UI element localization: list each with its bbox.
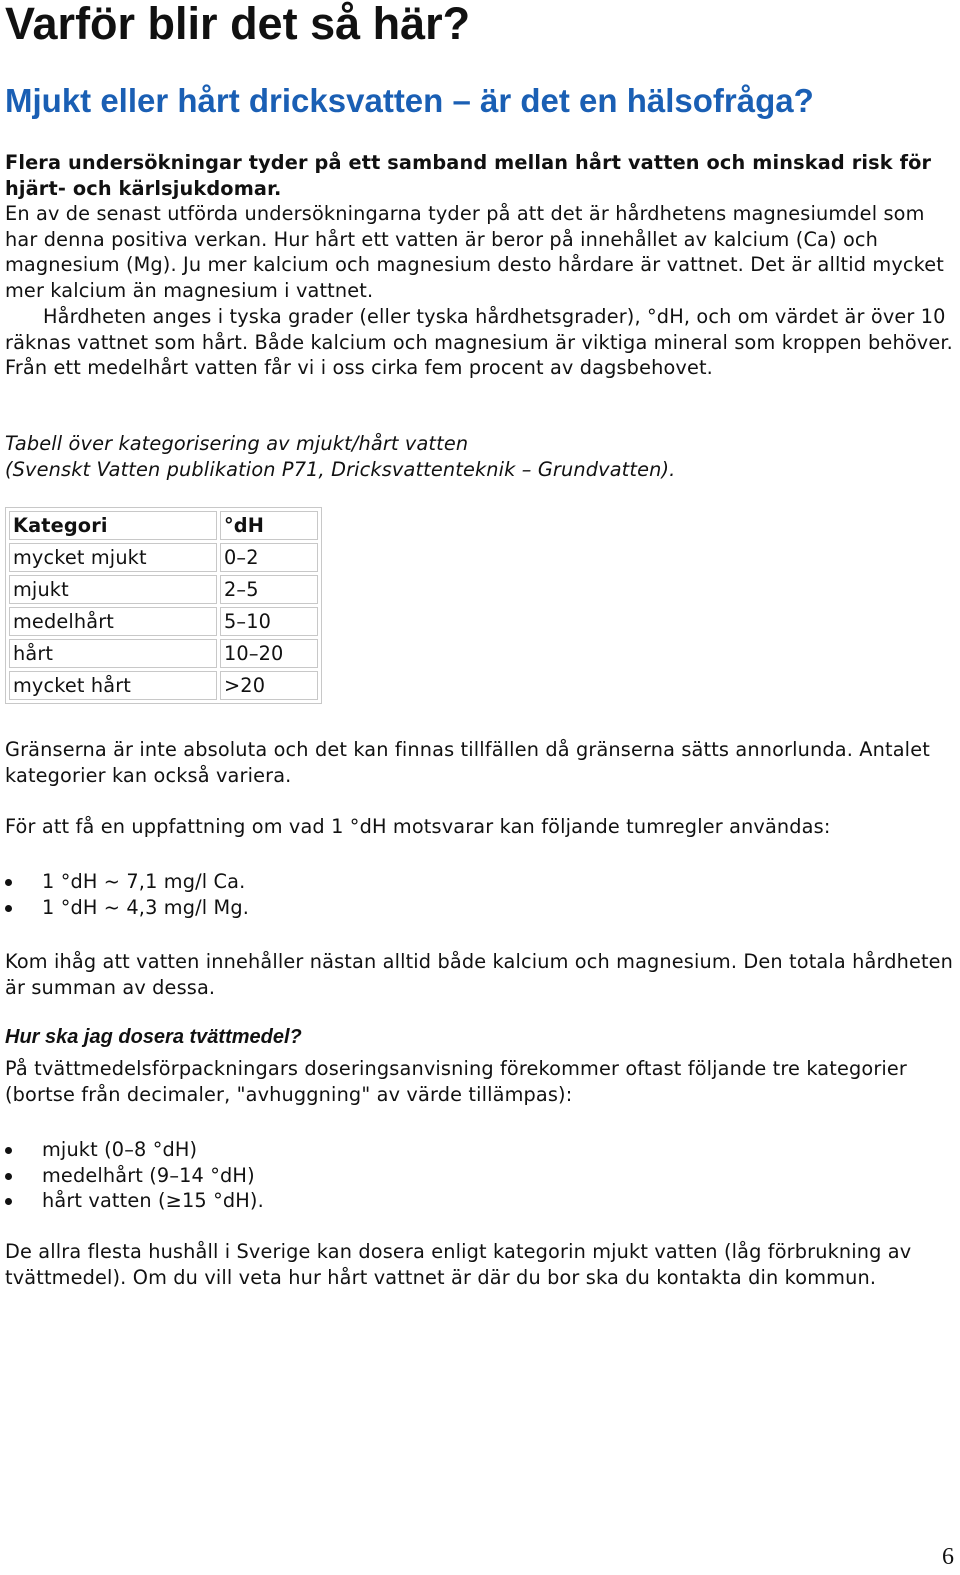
detergent-categories-list bbox=[5, 1137, 955, 1214]
list-item: medelhårt (9–14 °dH) bbox=[5, 1163, 955, 1189]
table-row bbox=[9, 575, 318, 604]
list-item: mjukt (0–8 °dH) bbox=[5, 1137, 955, 1163]
detergent-paragraph-2: De allra flesta hushåll i Sverige kan dosera enligt kategorin mjukt vatten (låg förbrukning av tvättmedel). Om du vill veta hur hårt vattnet är där du bor ska du kontakta din kommun. bbox=[5, 1240, 912, 1289]
bullet-icon bbox=[5, 879, 12, 886]
table-header-row bbox=[9, 511, 318, 540]
list-item: hårt vatten (≥15 °dH). bbox=[5, 1188, 955, 1214]
table-cell-dh: 5–10 bbox=[220, 607, 318, 636]
intro-paragraph-1: En av de senast utförda undersökningarna tyder på att det är hårdhetens magnesiumdel som har denna positiva verkan. Hur hårt ett vatten är beror på innehållet av kalcium (Ca) och magnesium (Mg). Ju mer kalcium och magnesium desto hårdare är vattnet. Det är alltid mycket mer kalcium än magnesium i vattnet. bbox=[5, 202, 945, 302]
page-title: Varför blir det så här? bbox=[5, 0, 471, 49]
hardness-category-table bbox=[5, 507, 322, 704]
table-header-dh: °dH bbox=[220, 511, 318, 540]
table-cell-dh: 0–2 bbox=[220, 543, 318, 572]
table-row bbox=[9, 607, 318, 636]
table-cell-dh: 10–20 bbox=[220, 639, 318, 668]
intro-lead: Flera undersökningar tyder på ett samband mellan hårt vatten och minskad risk för hjärt- och kärlsjukdomar. bbox=[5, 151, 932, 200]
table-row bbox=[9, 543, 318, 572]
list-item: 1 °dH ~ 7,1 mg/l Ca. bbox=[5, 869, 955, 895]
limits-paragraph: Gränserna är inte absoluta och det kan finnas tillfällen då gränserna sätts annorlunda. Antalet kategorier kan också variera. bbox=[5, 738, 930, 787]
bullet-icon bbox=[5, 1173, 12, 1180]
total-hardness-paragraph: Kom ihåg att vatten innehåller nästan alltid både kalcium och magnesium. Den totala hårdheten är summan av dessa. bbox=[5, 950, 954, 999]
rules-intro: För att få en uppfattning om vad 1 °dH motsvarar kan följande tumregler användas: bbox=[5, 815, 831, 838]
table-cell-category: hårt bbox=[9, 639, 217, 668]
page-subtitle: Mjukt eller hårt dricksvatten – är det en hälsofråga? bbox=[5, 82, 814, 119]
table-cell-dh: 2–5 bbox=[220, 575, 318, 604]
detergent-paragraph-1: På tvättmedelsförpackningars doseringsanvisning förekommer oftast följande tre kategorier (bortse från decimaler, "avhuggning" av värde tillämpas): bbox=[5, 1057, 907, 1106]
table-caption bbox=[5, 431, 955, 482]
table-cell-category: mjukt bbox=[9, 575, 217, 604]
page-number: 6 bbox=[942, 1544, 954, 1570]
table-cell-dh: >20 bbox=[220, 671, 318, 700]
bullet-icon bbox=[5, 905, 12, 912]
bullet-icon bbox=[5, 1198, 12, 1205]
table-cell-category: mycket hårt bbox=[9, 671, 217, 700]
table-caption-line-1: Tabell över kategorisering av mjukt/hårt vatten bbox=[5, 432, 469, 455]
table-row bbox=[9, 639, 318, 668]
table-row bbox=[9, 671, 318, 700]
rules-list bbox=[5, 869, 955, 920]
table-caption-line-2: (Svenskt Vatten publikation P71, Dricksvattenteknik – Grundvatten). bbox=[5, 457, 676, 481]
table-cell-category: mycket mjukt bbox=[9, 543, 217, 572]
intro-paragraph-2: Hårdheten anges i tyska grader (eller tyska hårdhetsgrader), °dH, och om värdet är över 10 räknas vattnet som hårt. Både kalcium och magnesium är viktiga mineral som kroppen behöver. Från ett medelhårt vatten får vi i oss cirka fem procent av dagsbehovet. bbox=[5, 305, 953, 379]
table-header-kategori: Kategori bbox=[9, 511, 217, 540]
table-cell-category: medelhårt bbox=[9, 607, 217, 636]
list-item: 1 °dH ~ 4,3 mg/l Mg. bbox=[5, 895, 955, 921]
bullet-icon bbox=[5, 1147, 12, 1154]
detergent-heading: Hur ska jag dosera tvättmedel? bbox=[5, 1026, 302, 1048]
